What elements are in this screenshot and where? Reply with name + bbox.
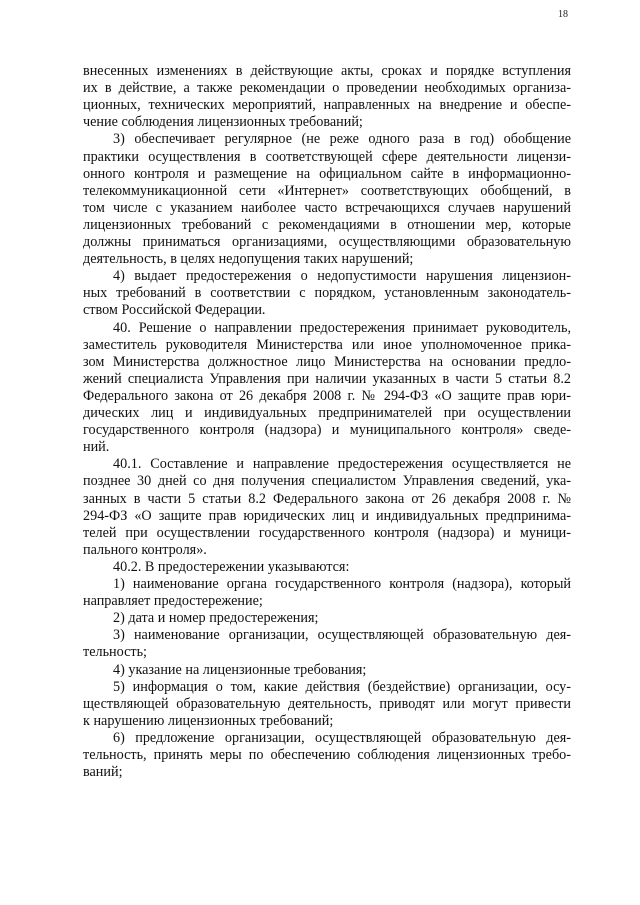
text-line: 40. Решение о направлении предостережения принимает руководитель, <box>113 319 571 336</box>
text-line: занных в части 5 статьи 8.2 Федерального закона от 26 декабря 2008 г. № <box>83 490 571 507</box>
text-line: Федерального закона от 26 декабря 2008 г. № 294-ФЗ «О защите прав юри- <box>83 387 571 404</box>
text-line: ний. <box>83 439 110 456</box>
text-line: 3) обеспечивает регулярное (не реже одного раза в год) обобщение <box>113 131 571 148</box>
text-line: лицензионных требований с рекомендациями в отношении мер, которые <box>83 216 571 233</box>
text-line: том числе с указанием наиболее часто встречающихся случаев нарушений <box>83 199 571 216</box>
text-line: деятельность, в целях недопущения таких нарушений; <box>83 251 414 268</box>
text-line: тельность, принять меры по обеспечению соблюдения лицензионных требо- <box>83 747 571 763</box>
text-line: ных требований в соответствии с порядком, установленным законодатель- <box>83 285 571 302</box>
text-line: 1) наименование органа государственного контроля (надзора), который <box>113 576 571 592</box>
text-line: внесенных изменениях в действующие акты, сроках и порядке вступления <box>83 63 571 79</box>
text-line: телекоммуникационной сети «Интернет» соответствующих обобщений, в <box>83 182 571 199</box>
text-line: жений специалиста Управления при наличии указанных в части 5 статьи 8.2 <box>83 370 571 387</box>
text-line: 2) дата и номер предостережения; <box>113 610 319 627</box>
text-line: практики осуществления в соответствующей сфере деятельности лицензи- <box>83 148 571 165</box>
text-line: должны приниматься организациями, осуществляющими образовательную <box>83 234 571 250</box>
text-line: 4) выдает предостережения о недопустимости нарушения лицензион- <box>113 268 571 285</box>
text-line: позднее 30 дней со дня получения специалистом Управления сведений, ука- <box>83 473 571 490</box>
text-line: государственного контроля (надзора) и муниципального контроля» сведе- <box>83 422 571 439</box>
text-line: зом Министерства должностное лицо Министерства на основании предло- <box>83 353 571 370</box>
text-line: дических лиц и индивидуальных предпринимателей при осуществлении <box>83 405 571 421</box>
page-number: 18 <box>558 9 568 20</box>
text-line: 40.2. В предостережении указываются: <box>113 558 350 575</box>
text-line: 40.1. Составление и направление предостережения осуществляется не <box>113 456 571 473</box>
text-line: тельность; <box>83 644 147 661</box>
text-line: ством Российской Федерации. <box>83 302 266 319</box>
text-line: заместитель руководителя Министерства или иное уполномоченное прика- <box>83 336 571 353</box>
text-line: 5) информация о том, какие действия (бездействие) организации, осу- <box>113 678 571 695</box>
text-line: их в действие, а также рекомендации о проведении необходимых организа- <box>83 80 571 97</box>
text-line: ществляющей образовательную деятельность, приводят или могут привести <box>83 695 571 712</box>
text-line: 6) предложение организации, осуществляющей образовательную дея- <box>113 729 571 746</box>
text-line: пального контроля». <box>83 541 207 558</box>
text-line: 294-ФЗ «О защите прав юридических лиц и индивидуальных предпринима- <box>83 507 571 524</box>
text-line: ционных, технических мероприятий, направленных на внедрение и обеспе- <box>83 97 571 114</box>
text-line: онного контроля и размещение на официальном сайте в информационно- <box>83 165 571 182</box>
text-line: 4) указание на лицензионные требования; <box>113 661 367 678</box>
text-line: к нарушению лицензионных требований; <box>83 712 334 729</box>
text-line: ваний; <box>83 764 123 781</box>
text-line: телей при осуществлении государственного контроля (надзора) и муници- <box>83 524 571 541</box>
text-line: 3) наименование организации, осуществляющей образовательную дея- <box>113 627 571 644</box>
text-line: чение соблюдения лицензионных требований; <box>83 114 363 131</box>
text-line: направляет предостережение; <box>83 593 263 610</box>
